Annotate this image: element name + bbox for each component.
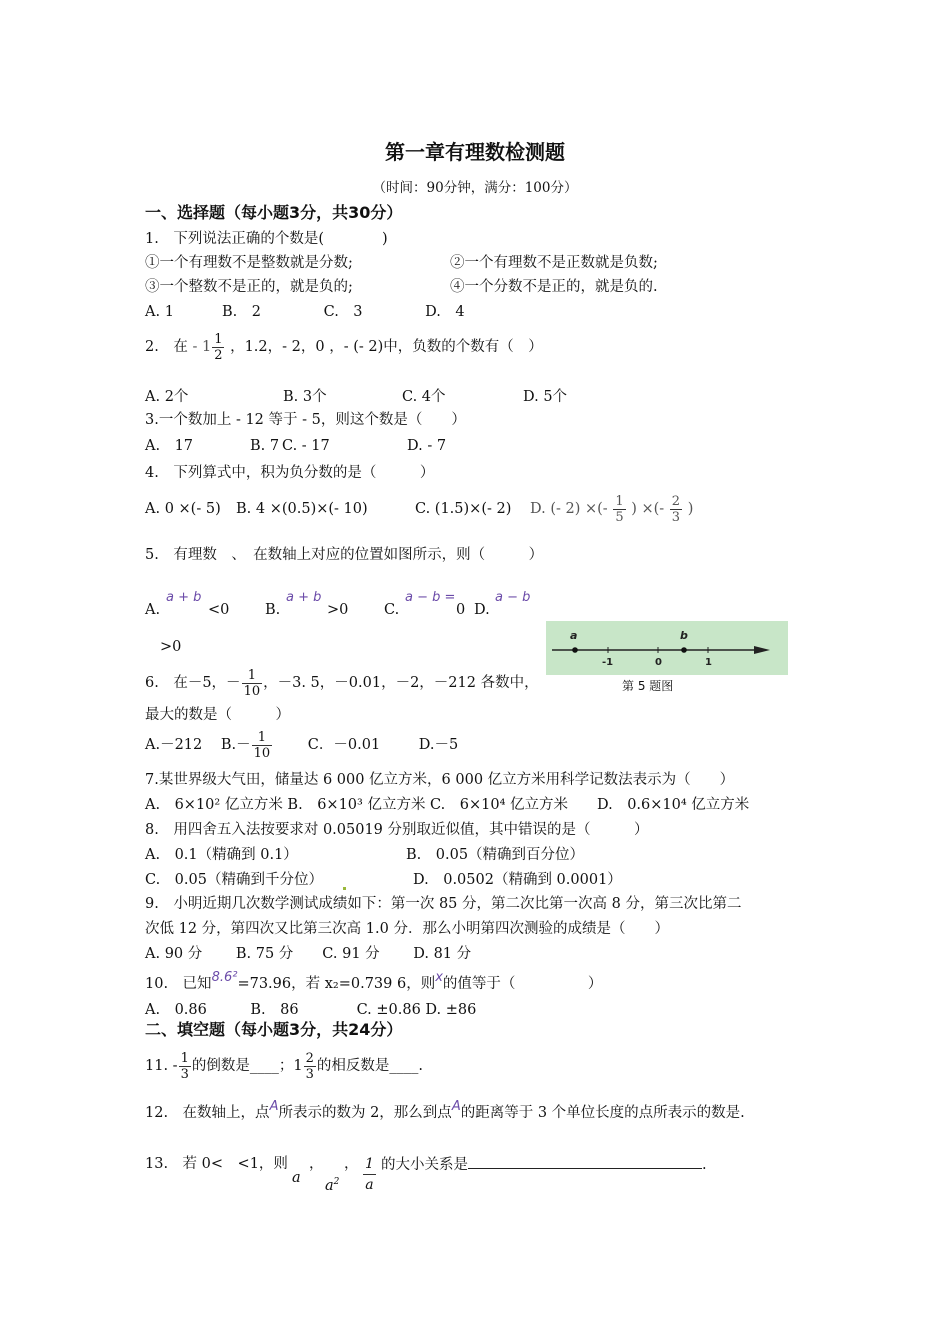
q4-option-c: C. (1.5)×(- 2) [415,501,512,517]
q13-suffix [381,1154,707,1175]
q6-option-c: C．－0.01 [307,737,381,753]
section-heading-fill: 二、填空题（每小题3分，共24分） [145,1020,403,1039]
q13-fraction-den: a [365,1177,374,1193]
q4-d-fraction-1-den: 5 [615,509,624,525]
q13-prefix: 13. 若 0< <1，则 [145,1156,288,1172]
q13-comma-2: ， [344,1156,359,1172]
q11-fraction-2 [304,1051,316,1082]
q9-line-1: 9. 小明近期几次数学测试成绩如下：第一次 85 分，第二次比第一次高 8 分，第三次比第二 [145,896,742,912]
q6-option-b-num: 1 [252,730,273,746]
q1-statement-2: ②一个有理数不是正数就是负数; [450,255,658,271]
point-a-marker [572,647,578,653]
q12-point-a-2: A [451,1099,461,1114]
q13-answer-blank [468,1154,702,1169]
q3-stem: 3.一个数加上 - 12 等于 - 5，则这个数是（ ） [145,412,466,428]
q1-stem: 1. 下列说法正确的个数是( ) [145,231,388,247]
q6-rest: ，－3. 5，－0.01，－2，－212 各数中， [263,675,539,691]
q13-comma-1: ， [309,1156,324,1172]
q2-rest: ，1.2，- 2，0 ，- (- 2)中，负数的个数有（ ） [230,339,543,355]
q5-option-c-label: C. [384,602,400,618]
q8-option-d: D. 0.0502（精确到 0.0001） [413,872,622,888]
tick-label-0: 0 [655,657,662,668]
q4-d-fraction-1-num: 1 [615,493,624,509]
q2-option-d: D. 5个 [523,389,568,405]
q4-option-d [530,490,693,528]
q5-option-a-rel: <0 [208,602,230,618]
q2-option-a: A. 2个 [145,389,189,405]
q6-option-b-fraction [252,730,273,761]
q10-middle: =73.96，若 x₂=0.739 6，则 [237,976,436,992]
q6-fraction-num: 1 [242,668,263,684]
q12-suffix: 的距离等于 3 个单位长度的点所表示的数是. [460,1105,745,1121]
q6-options [145,728,458,762]
q13-suffix-text: 的大小关系是 [381,1157,468,1173]
q13-a-base: a [325,1177,334,1194]
q11-fraction-2-den: 3 [305,1066,314,1082]
q2-fraction [212,332,224,363]
q5-stem: 5. 有理数 、 在数轴上对应的位置如图所示，则（ ） [145,547,544,563]
q8-option-c: C. 0.05（精确到千分位） [145,872,323,888]
q13-end: . [702,1157,707,1173]
label-a: a [570,629,578,642]
section-heading-choice: 一、选择题（每小题3分，共30分） [145,203,403,222]
q11-fraction-2-num: 2 [305,1050,314,1066]
tick-label-minus-1: -1 [602,657,614,668]
q5-option-d-label: D. [474,602,490,618]
q1-statement-1: ①一个有理数不是整数就是分数; [145,255,353,271]
q10-suffix: 的值等于（ ） [442,976,603,992]
q6-option-b-den: 10 [253,745,271,761]
q6-line-2: 最大的数是（ ） [145,707,290,723]
figure-background [546,621,788,675]
q11-fraction-1-num: 1 [180,1050,189,1066]
q2-prefix: 2. 在 [145,339,188,355]
q4-stem: 4. 下列算式中，积为负分数的是（ ） [145,465,435,481]
q11-middle: 的倒数是____；1 [191,1058,303,1074]
q10-options: A. 0.86 B. 86 C. ±0.86 D. ±86 [145,1002,477,1018]
q10-stem [145,970,603,995]
page-title: 第一章有理数检测题 [385,140,565,164]
q4-option-b: B. 4 ×(0.5)×(- 10) [236,501,368,517]
q12-stem [145,1099,745,1124]
q5-number-line-figure [546,621,788,675]
q2-fraction-numerator: 1 [214,331,223,347]
q1-statement-4: ④一个分数不是正的，就是负的. [450,279,658,295]
q6-fraction-den: 10 [243,683,261,699]
q5-option-a-expr: a + b [166,590,202,605]
q8-option-a: A. 0.1（精确到 0.1） [145,847,298,863]
q11-suffix: 的相反数是____. [316,1058,423,1074]
q8-stem: 8. 用四舍五入法按要求对 0.05019 分别取近似值，其中错误的是（ ） [145,822,649,838]
q4-d-fraction-2-num: 2 [671,493,681,509]
q4-d-suffix: ) [687,501,694,517]
q4-d-fraction-1 [613,494,625,525]
q10-prefix: 10. 已知 [145,976,212,992]
q7-stem: 7.某世界级大气田，储量达 6 000 亿立方米，6 000 亿立方米用科学记数法表示为（ ） [145,772,735,788]
point-b-marker [681,647,687,653]
q1-options: A. 1 B. 2 C. 3 D. 4 [145,304,465,320]
q5-option-c-expr: a − b = [405,590,456,605]
q10-variable-x: x [435,970,443,985]
q3-option-b: B. 7 [250,438,280,454]
q10-expression: 8.6² [211,970,238,985]
q5-option-a-label: A. [145,602,161,618]
q6-prefix: 6. 在－5，－ [145,675,241,691]
q2-option-b: B. 3个 [283,389,327,405]
q4-option-a: A. 0 ×(- 5) [145,501,221,517]
q6-fraction [242,668,263,699]
q13-fraction [362,1154,377,1195]
q9-line-2: 次低 12 分，第四次又比第三次高 1.0 分．那么小明第四次测验的成绩是（ ） [145,921,669,937]
q2-option-c: C. 4个 [402,389,446,405]
q2-mixed-sign: - 1 [192,339,212,355]
q3-option-d: D. - 7 [407,438,447,454]
q5-option-d-rel: >0 [160,639,182,655]
tick-label-1: 1 [705,657,712,668]
q13-fraction-num: 1 [363,1154,376,1175]
q2-stem [145,330,543,364]
q6-option-a: A.－212 [145,737,203,753]
q11-fraction-1 [179,1051,191,1082]
q5-option-b-label: B. [265,602,281,618]
q8-option-b: B. 0.05（精确到百分位） [406,847,585,863]
q13-var-a-squared [325,1172,339,1196]
q4-d-middle: ) ×(- [631,501,665,517]
q6-option-d: D.－5 [418,737,459,753]
q3-option-c: C. - 17 [282,438,330,454]
q11-prefix: 11. - [145,1058,178,1074]
q2-fraction-denominator: 2 [214,347,223,363]
q12-prefix: 12. 在数轴上，点 [145,1105,270,1121]
page-subtitle: （时间：90分钟，满分：100分） [372,180,578,196]
q12-middle: 所表示的数为 2，那么到点 [278,1105,452,1121]
q4-d-fraction-2 [670,494,682,525]
q13-a-exponent: 2 [333,1177,340,1187]
q6-stem [145,666,539,700]
q5-option-d-expr: a − b [495,590,531,605]
q5-option-b-expr: a + b [286,590,322,605]
q1-statement-3: ③一个整数不是正的，就是负的; [145,279,353,295]
q6-option-b-prefix: B.－ [220,737,251,753]
label-b: b [680,629,688,642]
q11-fraction-1-den: 3 [180,1066,189,1082]
q4-d-prefix: D. (- 2) ×(- [530,501,608,517]
q3-option-a: A. 17 [145,438,194,454]
q12-point-a-1: A [269,1099,279,1114]
q7-options: A. 6×10² 亿立方米 B. 6×10³ 亿立方米 C. 6×10⁴ 亿立方米 D. 0.6×10⁴ 亿立方米 [145,797,750,813]
q5-option-b-rel: >0 [327,602,349,618]
q11-stem [145,1048,423,1084]
q4-d-fraction-2-den: 3 [671,509,681,525]
q5-figure-caption: 第 5 题图 [622,679,674,693]
q13-var-a: a [292,1170,301,1186]
q5-option-c-rel: 0 [456,602,466,618]
q9-options: A. 90 分 B. 75 分 C. 91 分 D. 81 分 [145,946,472,962]
